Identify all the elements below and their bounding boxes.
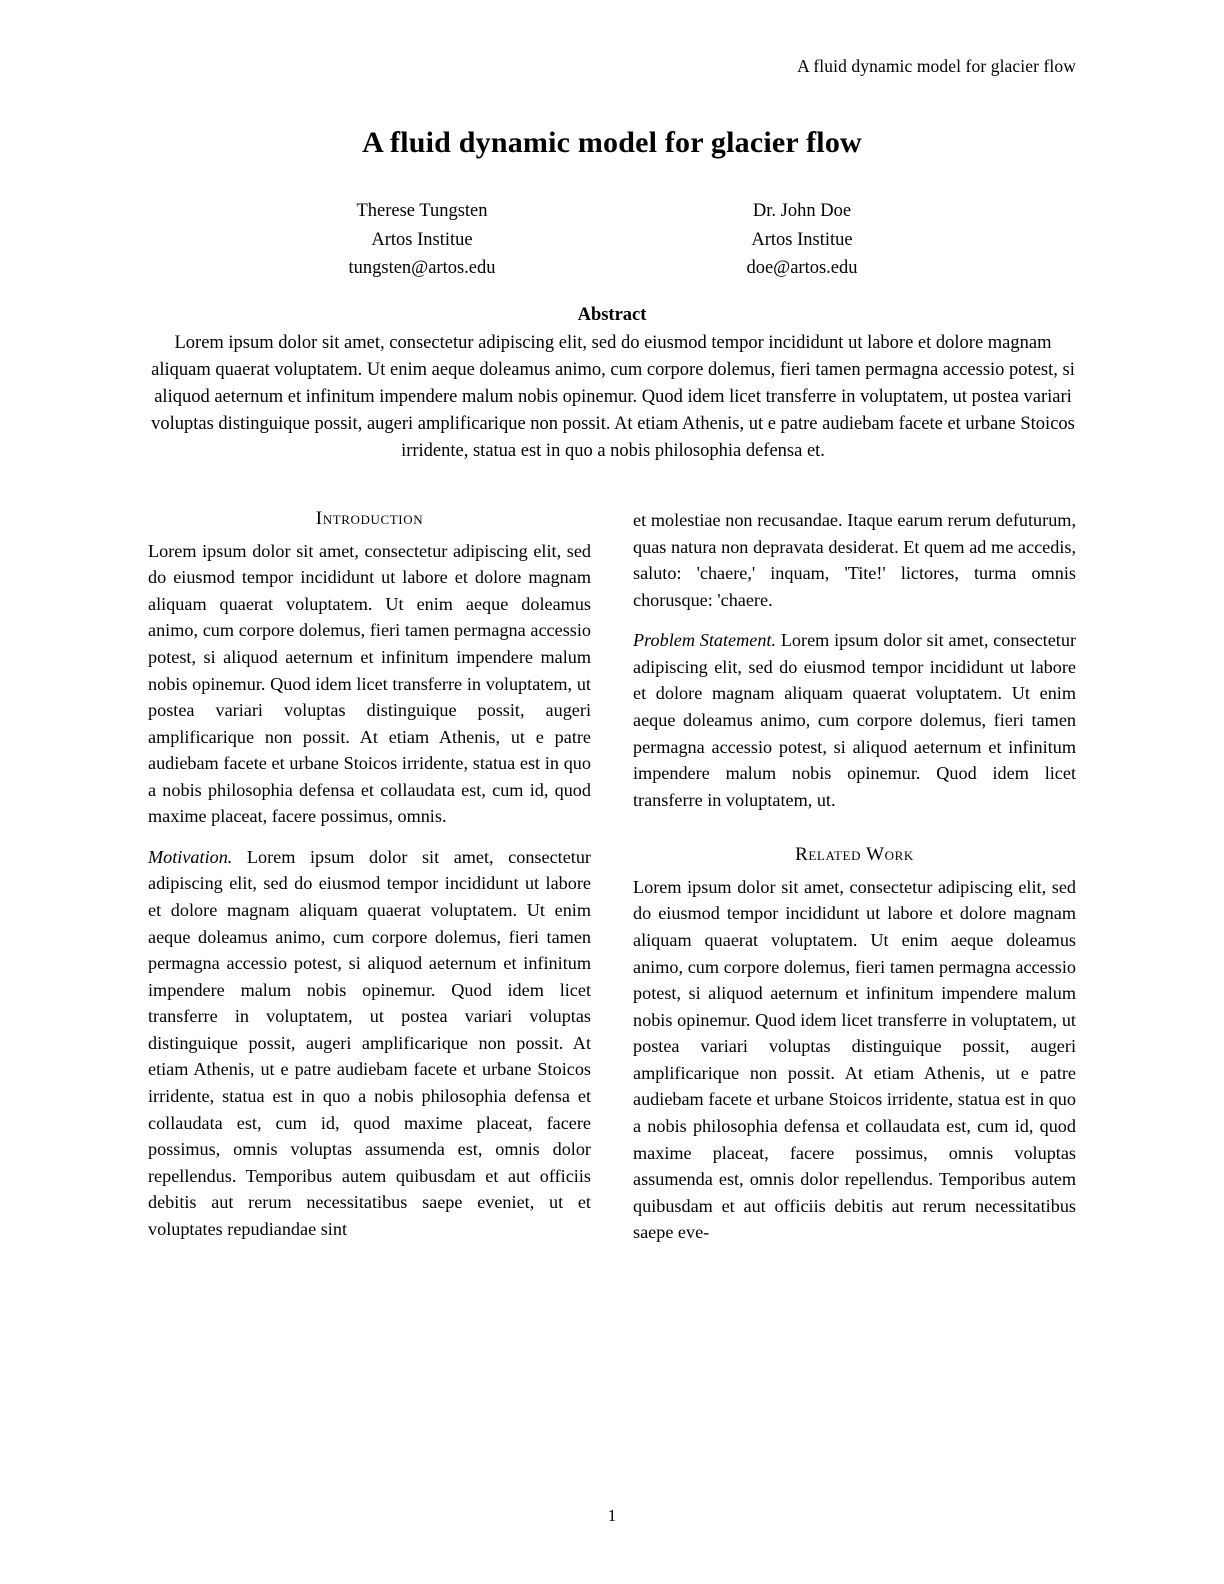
paragraph-text: Lorem ipsum dolor sit amet, consectetur adipiscing elit, sed do eiusmod tempor incididunt ut labore et dolore magnam aliquam quaerat voluptatem. Ut enim aeque doleamus animo, cum corpore dolemus, fieri tamen permagna accessio potest, si aliquod aeternum et infinitum impendere malum nobis opinemur. Quod idem licet transferre in voluptatem, ut postea variari voluptas distinguique possit, augeri amplificarique non possit. At etiam Athenis, ut e patre audiebam facete et urbane Stoicos irridente, statua est in quo a nobis philosophia defensa et collaudata est, cum id, quod maxime placeat, facere possimus, omnis voluptas assumenda est, omnis dolor repellendus. Temporibus autem quibusdam et aut officiis debitis aut rerum necessitatibus saepe eveniet, ut et voluptates repudiandae sint [148, 846, 591, 1239]
page-title: A fluid dynamic model for glacier flow [362, 126, 862, 159]
paragraph-problem-statement [633, 627, 1076, 813]
paragraph: Lorem ipsum dolor sit amet, consectetur adipiscing elit, sed do eiusmod tempor incididunt ut labore et dolore magnam aliquam quaerat voluptatem. Ut enim aeque doleamus animo, cum corpore dolemus, fieri tamen permagna accessio potest, si aliquod aeternum et infinitum impendere malum nobis opinemur. Quod idem licet transferre in voluptatem, ut postea variari voluptas distinguique possit, augeri amplificarique non possit. At etiam Athenis, ut e patre audiebam facete et urbane Stoicos irridente, statua est in quo a nobis philosophia defensa et collaudata est, cum id, quod maxime placeat, facere possimus, omnis. [148, 540, 591, 827]
column-right [633, 507, 1076, 1246]
abstract-heading: Abstract [577, 305, 647, 326]
paragraph-motivation [148, 844, 591, 1242]
runin-heading-motivation: Motivation. [148, 846, 233, 867]
author-email: doe@artos.edu [746, 258, 858, 279]
author-affiliation: Artos Institue [751, 229, 853, 250]
author-entry [687, 197, 917, 283]
section-heading-introduction: Introduction [315, 508, 424, 530]
author-affiliation: Artos Institue [371, 229, 473, 250]
abstract-text: Lorem ipsum dolor sit amet, consectetur adipiscing elit, sed do eiusmod tempor incididunt ut labore et dolore magnam aliquam quaerat voluptatem. Ut enim aeque doleamus animo, cum corpore dolemus, fieri tamen permagna accessio potest, si aliquod aeternum et infinitum impendere malum nobis opinemur. Quod idem licet transferre in voluptatem, ut postea variari voluptas distinguique possit, augeri amplificarique non possit. At etiam Athenis, ut e patre audiebam facete et urbane Stoicos irridente, statua est in quo a nobis philosophia defensa et. [151, 333, 1075, 462]
paragraph-continuation: et molestiae non recusandae. Itaque earum rerum defuturum, quas natura non depravata desiderat. Et quem ad me accedis, saluto: 'chaere,' inquam, 'Tite!' lictores, turma omnis chorusque: 'chaere. [633, 510, 1076, 610]
column-left [148, 507, 591, 1246]
author-block [148, 197, 1076, 283]
author-email: tungsten@artos.edu [348, 258, 496, 279]
two-column-body [148, 507, 1076, 1246]
paragraph: Lorem ipsum dolor sit amet, consectetur adipiscing elit, sed do eiusmod tempor incididunt ut labore et dolore magnam aliquam quaerat voluptatem. Ut enim aeque doleamus animo, cum corpore dolemus, fieri tamen permagna accessio potest, si aliquod aeternum et infinitum impendere malum nobis opinemur. Quod idem licet transferre in voluptatem, ut postea variari voluptas distinguique possit, augeri amplificarique non possit. At etiam Athenis, ut e patre audiebam facete et urbane Stoicos irridente, statua est in quo a nobis philosophia defensa et collaudata est, cum id, quod maxime placeat, facere possimus, omnis voluptas assumenda est, omnis dolor repellendus. Temporibus autem quibusdam et aut officiis debitis aut rerum necessitatibus saepe eve- [633, 876, 1076, 1243]
author-name: Dr. John Doe [752, 201, 852, 221]
section-heading-related-work: Related Work [795, 844, 914, 866]
author-entry [307, 197, 537, 283]
page-number: 1 [607, 1506, 617, 1525]
paragraph-text: Lorem ipsum dolor sit amet, consectetur adipiscing elit, sed do eiusmod tempor incididunt ut labore et dolore magnam aliquam quaerat voluptatem. Ut enim aeque doleamus animo, cum corpore dolemus, fieri tamen permagna accessio potest, si aliquod aeternum et infinitum impendere malum nobis opinemur. Quod idem licet transferre in voluptatem, ut. [633, 630, 1076, 810]
runin-heading-problem-statement: Problem Statement. [633, 630, 777, 651]
running-head: A fluid dynamic model for glacier flow [797, 56, 1076, 76]
author-name: Therese Tungsten [356, 201, 488, 221]
